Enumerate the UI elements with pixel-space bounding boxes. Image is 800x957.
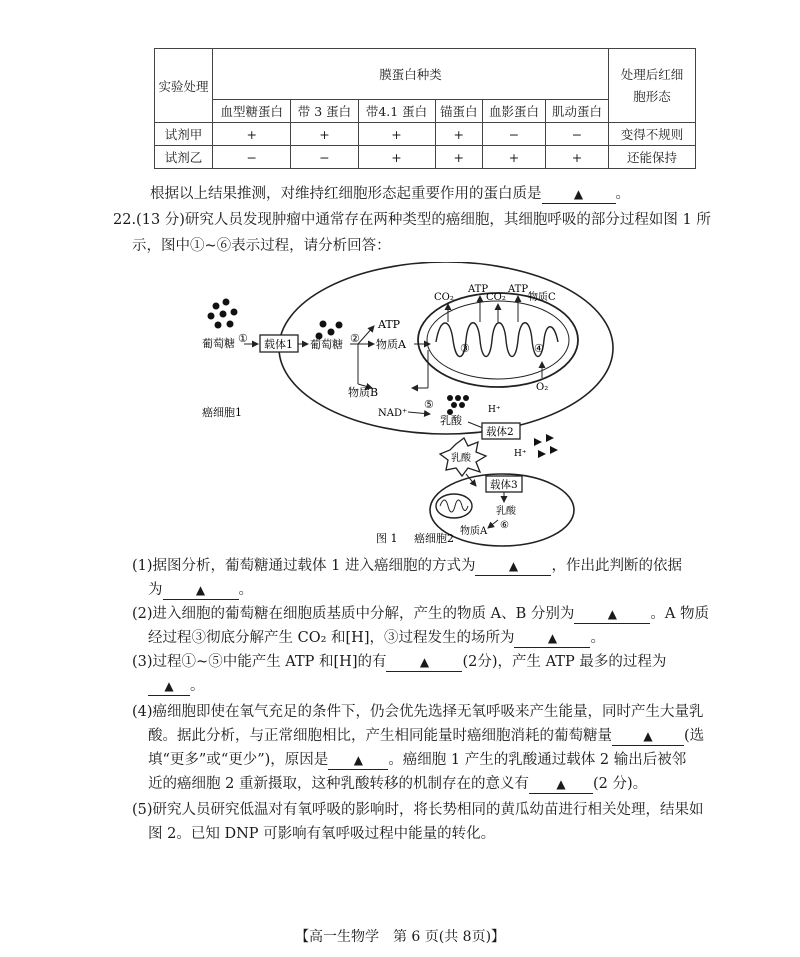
sub-question-4-line2: 酸。据此分析，与正常细胞相比，产生相同能量时癌细胞消耗的葡萄糖量 ▲ (选 xyxy=(148,728,705,744)
table-cell: + xyxy=(358,146,435,169)
sub-question-1-cont: 为 ▲ 。 xyxy=(148,582,253,598)
label-h-plus-1: H⁺ xyxy=(488,405,501,415)
label-step2: ② xyxy=(350,332,360,345)
label-substance-b: 物质B xyxy=(348,386,379,399)
mitochondrion-small-icon xyxy=(436,494,472,518)
protein-name: 带 3 蛋白 xyxy=(291,100,358,123)
result-cell: 变得不规则 xyxy=(609,123,696,146)
label-atp-2: ATP xyxy=(468,284,489,295)
answer-blank[interactable]: ▲ xyxy=(542,186,616,204)
answer-blank[interactable]: ▲ xyxy=(475,558,551,576)
label-lactate-2: 乳酸 xyxy=(451,453,471,464)
label-carrier2: 载体2 xyxy=(486,426,514,438)
label-co2-2: CO₂ xyxy=(486,292,506,303)
label-co2-1: CO₂ xyxy=(434,292,454,303)
cell-respiration-diagram xyxy=(198,262,618,548)
table-cell: + xyxy=(358,123,435,146)
label-carrier3: 载体3 xyxy=(490,479,518,491)
q22-stem-line2: 示，图中①~⑥表示过程，请分析回答： xyxy=(132,238,391,254)
sub-question-2: (2)进入细胞的葡萄糖在细胞质基质中分解，产生的物质 A、B 分别为 ▲ 。A 物质 xyxy=(132,606,709,622)
sub-question-5-line2: 图 2。已知 DNP 可影响有氧呼吸过程中能量的转化。 xyxy=(148,826,496,842)
sub-question-1: (1)据图分析，葡萄糖通过载体 1 进入癌细胞的方式为 ▲ ，作出此判断的依据 xyxy=(132,558,682,574)
answer-blank[interactable]: ▲ xyxy=(612,728,684,746)
label-lactate-3: 乳酸 xyxy=(496,506,516,517)
table-cell: − xyxy=(546,123,609,146)
sub-question-4-line4: 近的癌细胞 2 重新摄取，这种乳酸转移的机制存在的意义有 ▲ (2 分)。 xyxy=(148,776,648,792)
table-cell: + xyxy=(435,146,483,169)
sub-question-4: (4)癌细胞即使在氧气充足的条件下，仍会优先选择无氧呼吸来产生能量，同时产生大量乳 xyxy=(132,704,704,720)
proton-triangles xyxy=(534,434,558,458)
label-o2: O₂ xyxy=(536,382,549,393)
protein-name: 血型糖蛋白 xyxy=(213,100,291,123)
glucose-dots xyxy=(208,299,343,340)
q22-stem-line1: 22.(13 分)研究人员发现肿瘤中通常存在两种类型的癌细胞，其细胞呼吸的部分过程如图 1 所 xyxy=(113,212,711,228)
q21-conclusion: 根据以上结果推测，对维持红细胞形态起重要作用的蛋白质是 ▲ 。 xyxy=(150,186,630,202)
protein-table xyxy=(154,48,696,169)
label-substance-a-2: 物质A xyxy=(460,526,488,537)
sub-question-5: (5)研究人员研究低温对有氧呼吸的影响时，将长势相同的黄瓜幼苗进行相关处理，结果如 xyxy=(132,802,704,818)
label-glucose-in: 葡萄糖 xyxy=(310,338,343,351)
label-lactate-1: 乳酸 xyxy=(440,414,462,427)
label-atp-3: ATP xyxy=(508,284,529,295)
label-step5: ⑤ xyxy=(424,398,434,411)
table-cell: + xyxy=(291,123,358,146)
table-cell: + xyxy=(435,123,483,146)
reagent-label: 试剂乙 xyxy=(155,146,213,169)
sub-question-3: (3)过程①~⑤中能产生 ATP 和[H]的有 ▲ (2分)，产生 ATP 最多的过程为 xyxy=(132,654,667,670)
sub-question-2-cont: 经过程③彻底分解产生 CO₂ 和[H]，③过程发生的场所为 ▲ 。 xyxy=(148,630,605,646)
sub-question-3-cont: ▲ 。 xyxy=(148,676,205,696)
label-cell1: 癌细胞1 xyxy=(202,406,242,419)
lactate-dots xyxy=(447,395,469,415)
table-cell: + xyxy=(483,146,546,169)
label-step1: ① xyxy=(238,332,248,345)
answer-blank[interactable]: ▲ xyxy=(148,678,190,696)
protein-name: 锚蛋白 xyxy=(435,100,483,123)
label-carrier1: 载体1 xyxy=(264,338,293,351)
page-footer: 【高一生物学 第 6 页(共 8页)】 xyxy=(294,929,506,945)
protein-name: 肌动蛋白 xyxy=(546,100,609,123)
label-step4: ④ xyxy=(534,342,544,355)
answer-blank[interactable]: ▲ xyxy=(574,606,650,624)
answer-blank[interactable]: ▲ xyxy=(529,776,593,794)
table-cell: − xyxy=(291,146,358,169)
table-cell: + xyxy=(213,123,291,146)
label-h-plus-2: H⁺ xyxy=(514,449,527,459)
protein-name: 血影蛋白 xyxy=(483,100,546,123)
label-step3: ③ xyxy=(460,342,470,355)
label-nad: NAD⁺ xyxy=(378,408,408,419)
answer-blank[interactable]: ▲ xyxy=(328,752,388,770)
label-glucose-out: 葡萄糖 xyxy=(202,337,235,350)
table-cell: − xyxy=(213,146,291,169)
table-cell: − xyxy=(483,123,546,146)
sub-question-4-line3: 填“更多”或“更少”)，原因是 ▲ 。癌细胞 1 产生的乳酸通过载体 2 输出后被邻 xyxy=(148,752,687,768)
figure-caption: 图 1 xyxy=(376,532,398,545)
answer-blank[interactable]: ▲ xyxy=(386,654,462,672)
label-atp-1: ATP xyxy=(378,318,401,331)
header-protein: 膜蛋白种类 xyxy=(213,49,609,100)
label-step6: ⑥ xyxy=(500,520,509,531)
header-treatment: 实验处理 xyxy=(155,49,213,123)
answer-blank[interactable]: ▲ xyxy=(514,630,590,648)
label-cell2: 癌细胞2 xyxy=(414,532,454,545)
header-result: 处理后红细胞形态 xyxy=(609,49,696,123)
answer-blank[interactable]: ▲ xyxy=(163,582,239,600)
reagent-label: 试剂甲 xyxy=(155,123,213,146)
label-substance-a: 物质A xyxy=(376,338,406,351)
result-cell: 还能保持 xyxy=(609,146,696,169)
label-substance-c: 物质C xyxy=(528,292,556,303)
protein-name: 带4.1 蛋白 xyxy=(358,100,435,123)
table-cell: + xyxy=(546,146,609,169)
